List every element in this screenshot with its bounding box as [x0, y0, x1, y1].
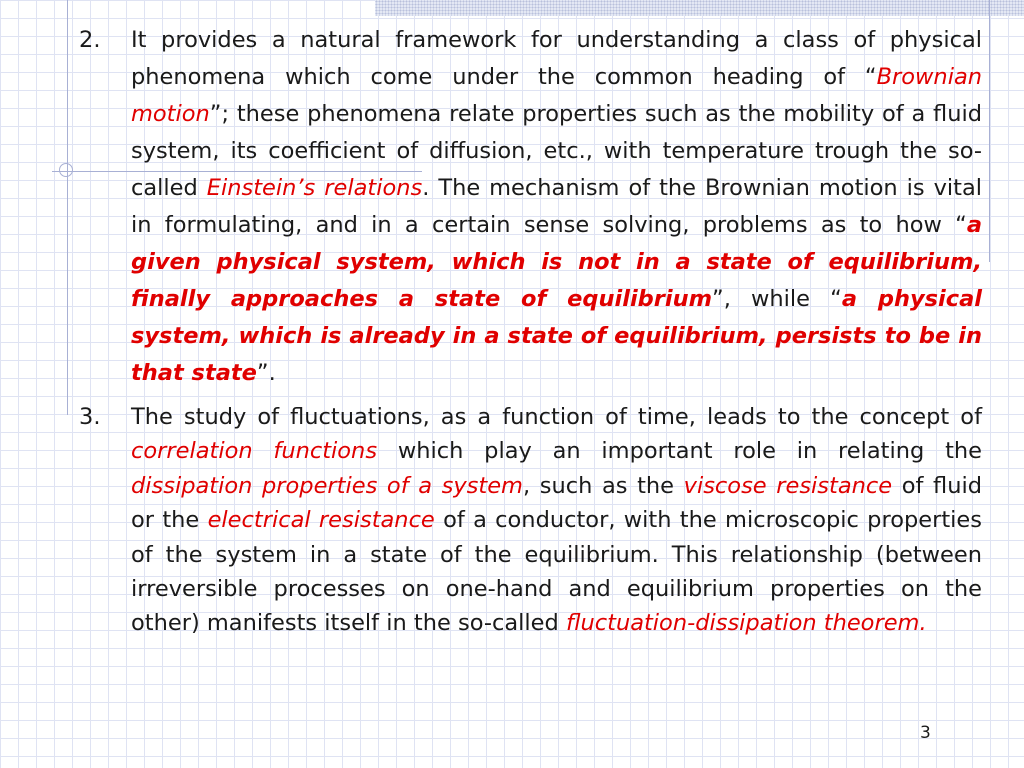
list-item-text — [131, 400, 982, 641]
list-item-3 — [79, 400, 982, 641]
highlight-electrical-resistance: electrical resistance — [207, 507, 435, 534]
highlight-fluctuation-dissipation-theorem: fluctuation-dissipation theorem. — [565, 610, 927, 637]
list-item-number: 3. — [79, 404, 101, 430]
text-segment: of a conductor, with the microscopic properties of the system in a state of the equilibrium. This relationship (between irreversible processes on one-hand and equilibrium properties on the other) manifests itself in the so-called — [131, 507, 982, 637]
highlight-correlation-functions: correlation functions — [131, 438, 378, 465]
list-item-number: 2. — [79, 27, 101, 53]
highlight-given-system: a given physical system, which is not in a state of equilibrium, finally approaches a state of equilibrium — [131, 212, 982, 312]
text-segment: of fluid or the — [131, 472, 983, 534]
list-item-text — [131, 22, 982, 392]
highlight-dissipation-properties: dissipation properties of a system — [131, 472, 523, 499]
text-segment: It provides a natural framework for understanding a class of physical phenomena which come under the common heading of “ — [131, 27, 982, 90]
circle-ornament-icon — [59, 163, 73, 177]
left-decorative-line — [67, 0, 68, 415]
text-segment: ”, while “ — [712, 286, 842, 312]
slide-content — [79, 22, 982, 641]
top-decorative-band — [375, 0, 1024, 16]
highlight-viscose-resistance: viscose resistance — [683, 472, 893, 499]
highlight-system-in-equilibrium: a physical system, which is already in a state of equilibrium, persists to be in that state — [131, 286, 982, 386]
text-segment: . The mechanism of the Brownian motion is vital in formulating, and in a certain sense solving, problems as to how “ — [131, 175, 983, 238]
text-segment: ”. — [256, 360, 276, 386]
list-item-2 — [79, 22, 982, 392]
text-segment: ”; these phenomena relate properties such as the mobility of a fluid system, its coefficient of diffusion, etc., with temperature trough the so-called — [131, 101, 982, 201]
page-number: 3 — [920, 723, 931, 743]
text-segment: which play an important role in relating the — [377, 438, 983, 465]
text-segment: , such as the — [522, 472, 684, 499]
right-decorative-line — [989, 0, 990, 262]
highlight-brownian-motion: Brownian motion — [131, 64, 982, 127]
highlight-einstein-relations: Einstein’s relations — [206, 175, 423, 201]
text-segment: The study of fluctuations, as a function of time, leads to the concept of — [131, 404, 982, 430]
